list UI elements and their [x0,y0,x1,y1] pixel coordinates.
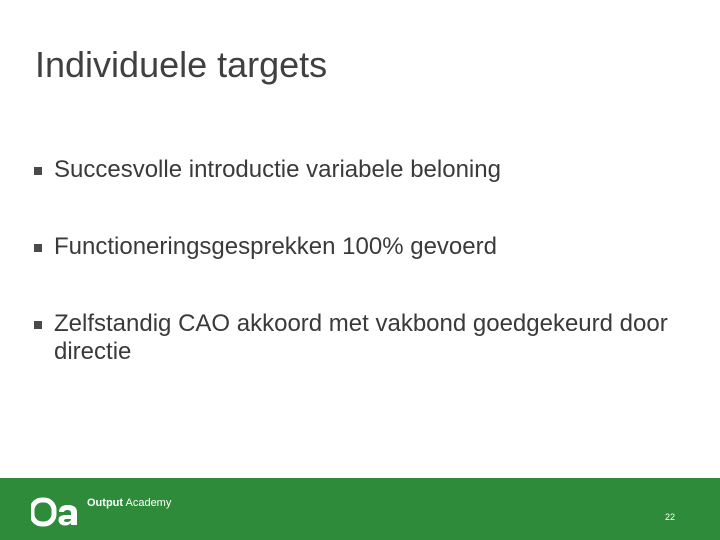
brand-name-bold: Output [87,497,124,509]
bullet-text: Succesvolle introductie variabele beloning [54,156,501,183]
bullet-item [34,156,674,184]
output-academy-logo-icon [31,494,81,528]
page-number: 22 [664,512,675,522]
bullet-text: Zelfstandig CAO akkoord met vakbond goedgekeurd door directie [54,310,668,365]
bullet-item [34,310,674,366]
bullet-text: Functioneringsgesprekken 100% gevoerd [54,233,497,260]
square-bullet-icon [34,321,42,329]
brand-name-rest: Academy [123,497,172,509]
footer-bar [0,478,720,540]
square-bullet-icon [34,244,42,252]
bullet-list [34,156,674,366]
bullet-item [34,233,674,261]
brand-name [87,497,171,509]
slide-title: Individuele targets [35,44,328,85]
square-bullet-icon [34,167,42,175]
